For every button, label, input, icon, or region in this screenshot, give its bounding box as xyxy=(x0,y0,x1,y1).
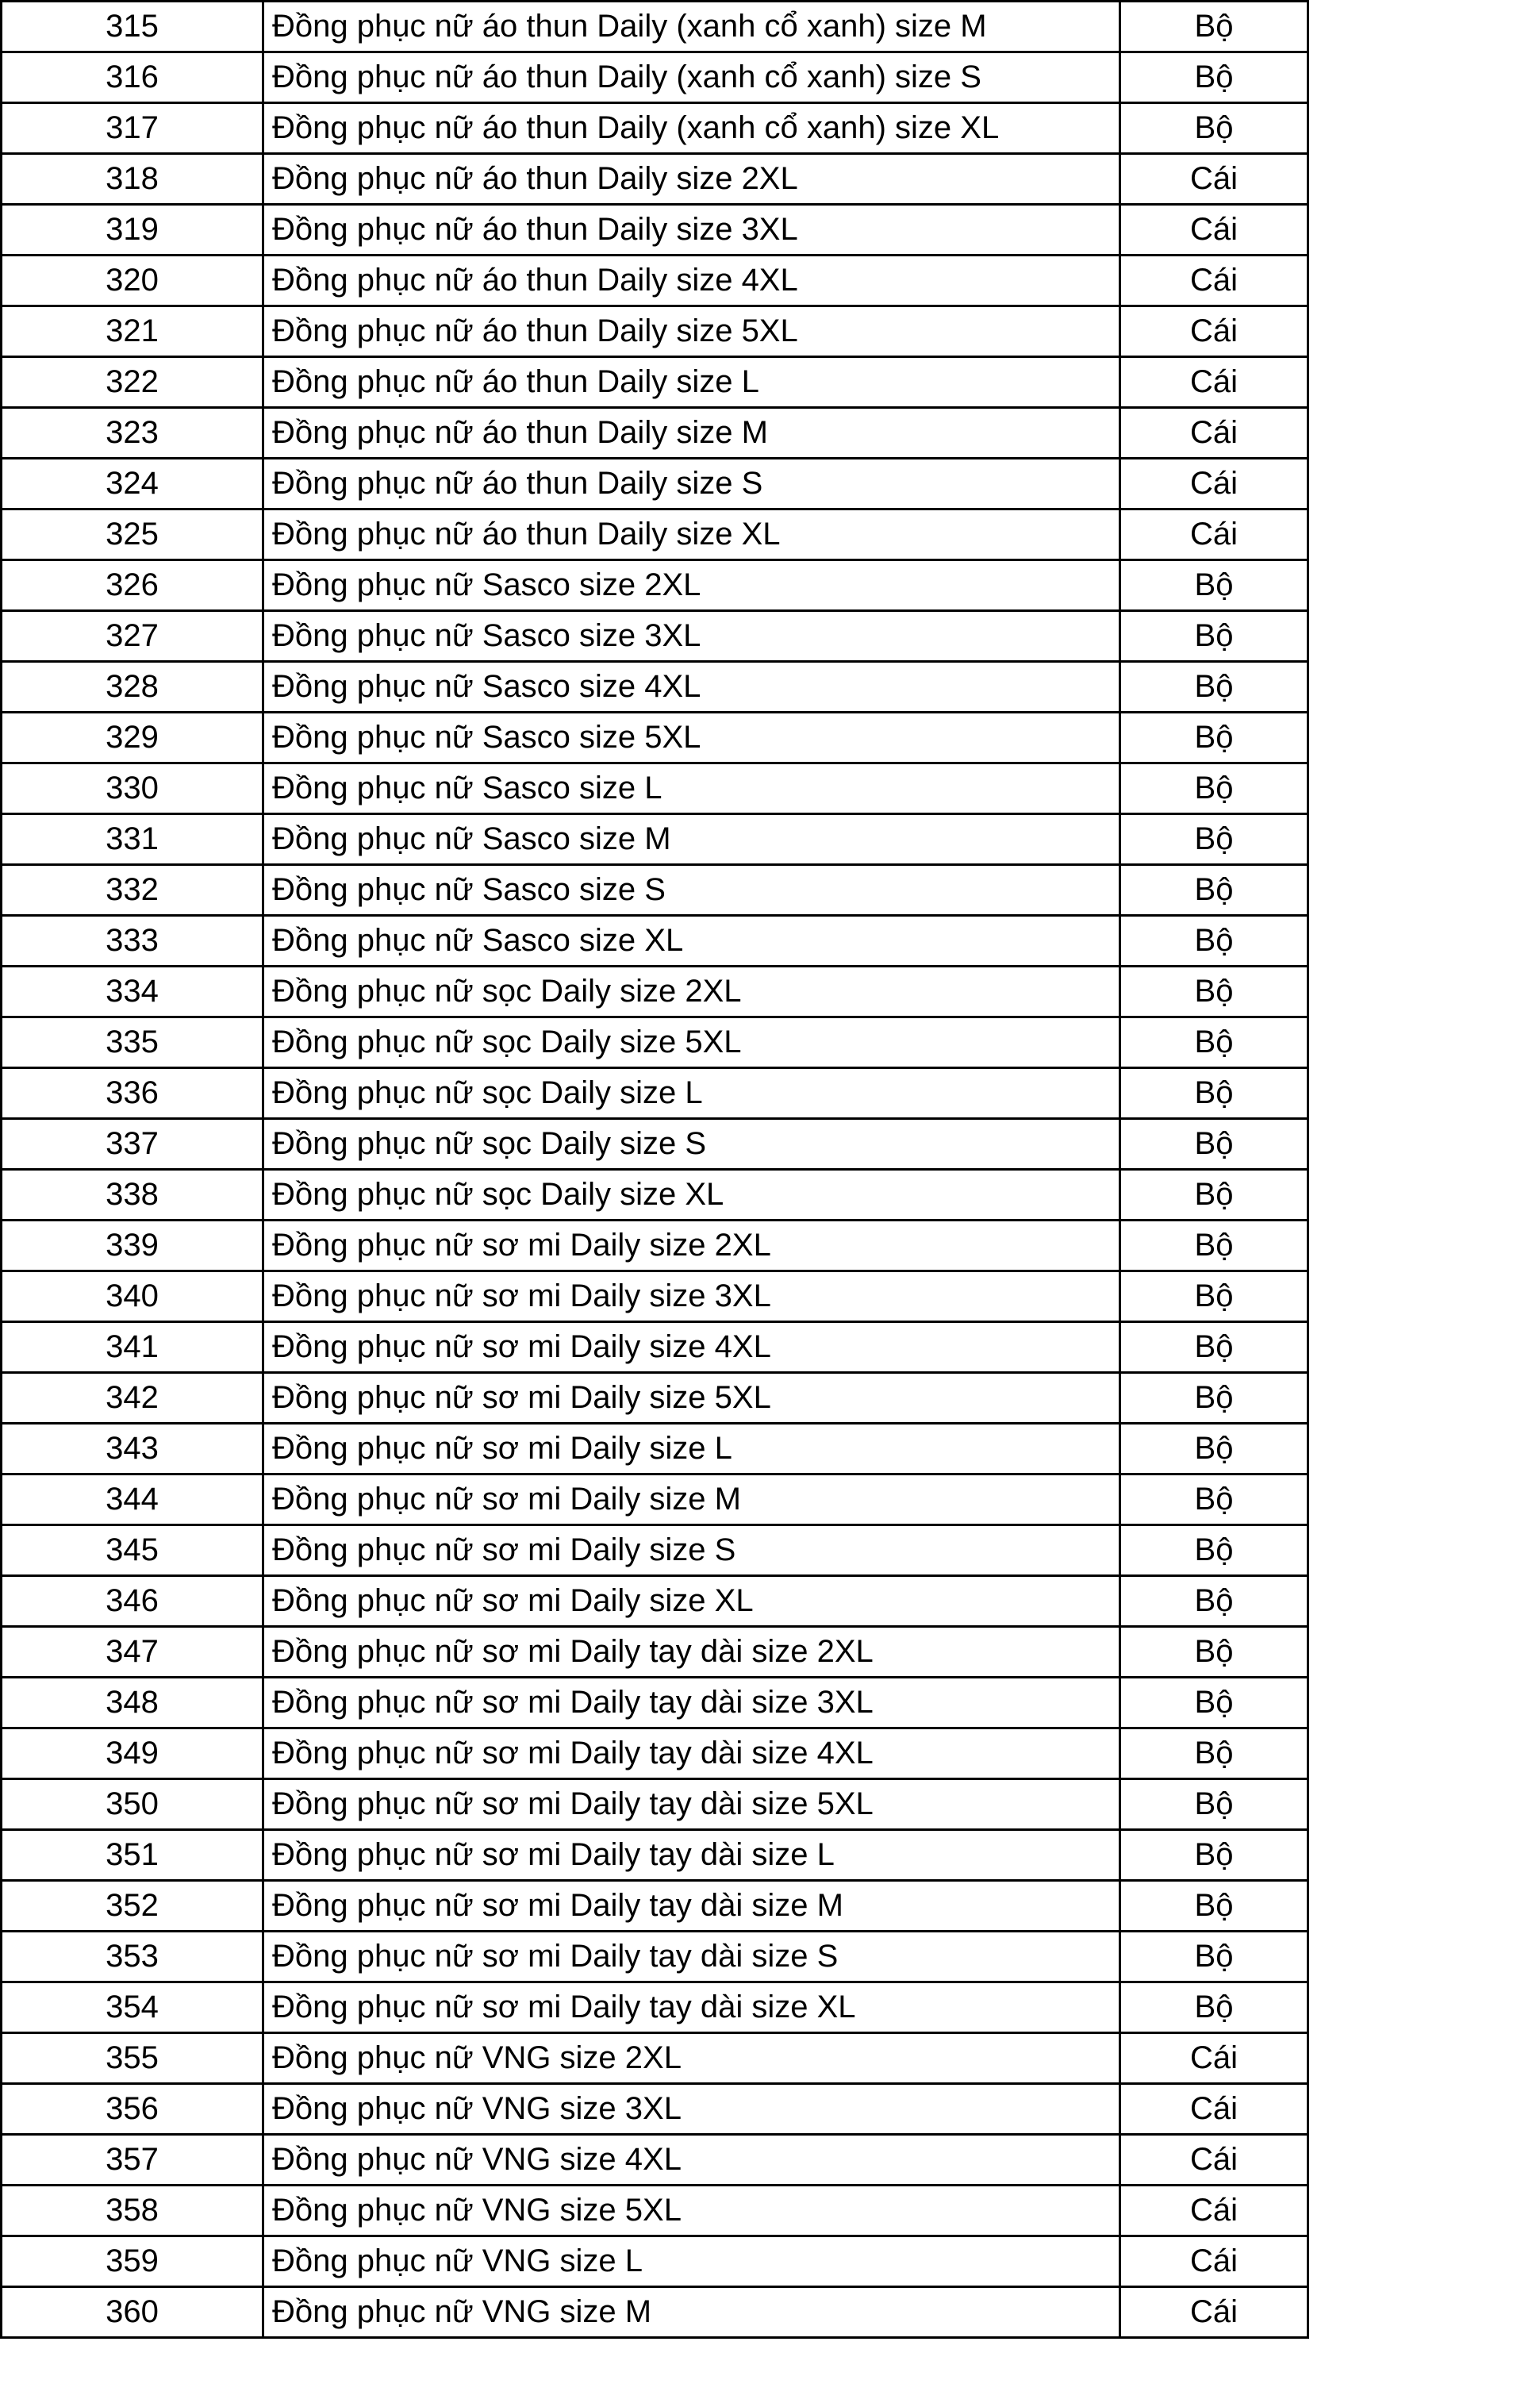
table-row xyxy=(2,2236,1308,2287)
item-name-cell: Đồng phục nữ sơ mi Daily size L xyxy=(263,1424,1120,1474)
item-name-cell: Đồng phục nữ sơ mi Daily size 5XL xyxy=(263,1373,1120,1424)
item-name-cell: Đồng phục nữ sơ mi Daily tay dài size 4XL xyxy=(263,1728,1120,1779)
row-number-cell: 323 xyxy=(2,408,263,459)
table-row xyxy=(2,1017,1308,1068)
unit-cell: Cái xyxy=(1120,509,1308,560)
table-row xyxy=(2,916,1308,967)
item-name-cell: Đồng phục nữ Sasco size 2XL xyxy=(263,560,1120,611)
unit-cell: Cái xyxy=(1120,2135,1308,2186)
row-number-cell: 352 xyxy=(2,1881,263,1932)
unit-cell: Bộ xyxy=(1120,1068,1308,1119)
item-name-cell: Đồng phục nữ sơ mi Daily size 2XL xyxy=(263,1221,1120,1271)
item-name-cell: Đồng phục nữ sơ mi Daily size 4XL xyxy=(263,1322,1120,1373)
item-name-cell: Đồng phục nữ sơ mi Daily size 3XL xyxy=(263,1271,1120,1322)
row-number-cell: 321 xyxy=(2,306,263,357)
table-row xyxy=(2,205,1308,256)
row-number-cell: 336 xyxy=(2,1068,263,1119)
item-name-cell: Đồng phục nữ VNG size M xyxy=(263,2287,1120,2338)
unit-cell: Bộ xyxy=(1120,1424,1308,1474)
row-number-cell: 338 xyxy=(2,1170,263,1221)
unit-cell: Bộ xyxy=(1120,1119,1308,1170)
table-row xyxy=(2,2287,1308,2338)
item-name-cell: Đồng phục nữ áo thun Daily size S xyxy=(263,459,1120,509)
item-name-cell: Đồng phục nữ áo thun Daily (xanh cổ xanh) size S xyxy=(263,52,1120,103)
item-name-cell: Đồng phục nữ sọc Daily size 5XL xyxy=(263,1017,1120,1068)
table-row xyxy=(2,560,1308,611)
table-row xyxy=(2,357,1308,408)
table-row xyxy=(2,1221,1308,1271)
unit-cell: Bộ xyxy=(1120,662,1308,713)
item-table-body xyxy=(2,2,1308,2338)
row-number-cell: 330 xyxy=(2,763,263,814)
table-row xyxy=(2,1576,1308,1627)
table-row xyxy=(2,1474,1308,1525)
item-name-cell: Đồng phục nữ áo thun Daily size 3XL xyxy=(263,205,1120,256)
item-name-cell: Đồng phục nữ áo thun Daily size L xyxy=(263,357,1120,408)
unit-cell: Bộ xyxy=(1120,1779,1308,1830)
row-number-cell: 349 xyxy=(2,1728,263,1779)
item-name-cell: Đồng phục nữ sọc Daily size 2XL xyxy=(263,967,1120,1017)
unit-cell: Bộ xyxy=(1120,1221,1308,1271)
row-number-cell: 340 xyxy=(2,1271,263,1322)
unit-cell: Bộ xyxy=(1120,916,1308,967)
unit-cell: Cái xyxy=(1120,2236,1308,2287)
table-row xyxy=(2,1271,1308,1322)
unit-cell: Bộ xyxy=(1120,1678,1308,1728)
item-name-cell: Đồng phục nữ áo thun Daily size 5XL xyxy=(263,306,1120,357)
item-name-cell: Đồng phục nữ Sasco size 4XL xyxy=(263,662,1120,713)
item-name-cell: Đồng phục nữ sơ mi Daily tay dài size XL xyxy=(263,1982,1120,2033)
unit-cell: Bộ xyxy=(1120,1525,1308,1576)
row-number-cell: 357 xyxy=(2,2135,263,2186)
item-name-cell: Đồng phục nữ áo thun Daily size M xyxy=(263,408,1120,459)
table-row xyxy=(2,52,1308,103)
row-number-cell: 322 xyxy=(2,357,263,408)
table-row xyxy=(2,1322,1308,1373)
table-row xyxy=(2,2135,1308,2186)
row-number-cell: 341 xyxy=(2,1322,263,1373)
unit-cell: Bộ xyxy=(1120,1881,1308,1932)
table-row xyxy=(2,1424,1308,1474)
item-name-cell: Đồng phục nữ sơ mi Daily tay dài size 3XL xyxy=(263,1678,1120,1728)
row-number-cell: 355 xyxy=(2,2033,263,2084)
item-name-cell: Đồng phục nữ sơ mi Daily tay dài size 5XL xyxy=(263,1779,1120,1830)
unit-cell: Bộ xyxy=(1120,103,1308,154)
row-number-cell: 347 xyxy=(2,1627,263,1678)
unit-cell: Bộ xyxy=(1120,1982,1308,2033)
table-row xyxy=(2,1932,1308,1982)
row-number-cell: 335 xyxy=(2,1017,263,1068)
unit-cell: Bộ xyxy=(1120,1017,1308,1068)
unit-cell: Bộ xyxy=(1120,1474,1308,1525)
row-number-cell: 348 xyxy=(2,1678,263,1728)
item-name-cell: Đồng phục nữ sơ mi Daily size XL xyxy=(263,1576,1120,1627)
unit-cell: Bộ xyxy=(1120,2,1308,52)
row-number-cell: 354 xyxy=(2,1982,263,2033)
unit-cell: Bộ xyxy=(1120,1322,1308,1373)
unit-cell: Bộ xyxy=(1120,1170,1308,1221)
item-name-cell: Đồng phục nữ Sasco size 3XL xyxy=(263,611,1120,662)
row-number-cell: 316 xyxy=(2,52,263,103)
table-row xyxy=(2,1170,1308,1221)
table-row xyxy=(2,865,1308,916)
table-row xyxy=(2,763,1308,814)
item-name-cell: Đồng phục nữ sơ mi Daily tay dài size S xyxy=(263,1932,1120,1982)
unit-cell: Bộ xyxy=(1120,52,1308,103)
table-row xyxy=(2,1881,1308,1932)
unit-cell: Cái xyxy=(1120,2186,1308,2236)
unit-cell: Cái xyxy=(1120,408,1308,459)
row-number-cell: 315 xyxy=(2,2,263,52)
row-number-cell: 350 xyxy=(2,1779,263,1830)
row-number-cell: 353 xyxy=(2,1932,263,1982)
row-number-cell: 317 xyxy=(2,103,263,154)
item-name-cell: Đồng phục nữ sơ mi Daily tay dài size L xyxy=(263,1830,1120,1881)
row-number-cell: 331 xyxy=(2,814,263,865)
table-row xyxy=(2,1119,1308,1170)
row-number-cell: 325 xyxy=(2,509,263,560)
table-row xyxy=(2,662,1308,713)
unit-cell: Bộ xyxy=(1120,814,1308,865)
item-name-cell: Đồng phục nữ VNG size 3XL xyxy=(263,2084,1120,2135)
row-number-cell: 320 xyxy=(2,256,263,306)
item-name-cell: Đồng phục nữ sơ mi Daily size M xyxy=(263,1474,1120,1525)
table-row xyxy=(2,1678,1308,1728)
row-number-cell: 328 xyxy=(2,662,263,713)
row-number-cell: 358 xyxy=(2,2186,263,2236)
table-row xyxy=(2,1982,1308,2033)
item-name-cell: Đồng phục nữ Sasco size L xyxy=(263,763,1120,814)
row-number-cell: 324 xyxy=(2,459,263,509)
unit-cell: Cái xyxy=(1120,154,1308,205)
item-name-cell: Đồng phục nữ áo thun Daily size 2XL xyxy=(263,154,1120,205)
table-row xyxy=(2,967,1308,1017)
item-name-cell: Đồng phục nữ VNG size L xyxy=(263,2236,1120,2287)
item-name-cell: Đồng phục nữ sơ mi Daily size S xyxy=(263,1525,1120,1576)
row-number-cell: 345 xyxy=(2,1525,263,1576)
item-name-cell: Đồng phục nữ sơ mi Daily tay dài size 2XL xyxy=(263,1627,1120,1678)
table-row xyxy=(2,1525,1308,1576)
unit-cell: Cái xyxy=(1120,205,1308,256)
row-number-cell: 333 xyxy=(2,916,263,967)
row-number-cell: 332 xyxy=(2,865,263,916)
table-row xyxy=(2,509,1308,560)
unit-cell: Cái xyxy=(1120,459,1308,509)
item-name-cell: Đồng phục nữ Sasco size XL xyxy=(263,916,1120,967)
table-row xyxy=(2,154,1308,205)
table-row xyxy=(2,611,1308,662)
table-row xyxy=(2,306,1308,357)
table-row xyxy=(2,2186,1308,2236)
item-name-cell: Đồng phục nữ sọc Daily size XL xyxy=(263,1170,1120,1221)
table-row xyxy=(2,256,1308,306)
unit-cell: Bộ xyxy=(1120,611,1308,662)
table-row xyxy=(2,1627,1308,1678)
table-row xyxy=(2,1830,1308,1881)
table-row xyxy=(2,408,1308,459)
item-name-cell: Đồng phục nữ VNG size 5XL xyxy=(263,2186,1120,2236)
row-number-cell: 360 xyxy=(2,2287,263,2338)
item-name-cell: Đồng phục nữ sọc Daily size S xyxy=(263,1119,1120,1170)
unit-cell: Bộ xyxy=(1120,967,1308,1017)
unit-cell: Cái xyxy=(1120,306,1308,357)
table-row xyxy=(2,1373,1308,1424)
table-row xyxy=(2,2,1308,52)
row-number-cell: 343 xyxy=(2,1424,263,1474)
table-row xyxy=(2,2033,1308,2084)
table-row xyxy=(2,713,1308,763)
table-row xyxy=(2,1779,1308,1830)
row-number-cell: 339 xyxy=(2,1221,263,1271)
unit-cell: Cái xyxy=(1120,256,1308,306)
unit-cell: Bộ xyxy=(1120,1271,1308,1322)
unit-cell: Bộ xyxy=(1120,1627,1308,1678)
unit-cell: Cái xyxy=(1120,2084,1308,2135)
table-row xyxy=(2,2084,1308,2135)
item-name-cell: Đồng phục nữ Sasco size 5XL xyxy=(263,713,1120,763)
unit-cell: Bộ xyxy=(1120,1932,1308,1982)
unit-cell: Bộ xyxy=(1120,865,1308,916)
item-name-cell: Đồng phục nữ VNG size 4XL xyxy=(263,2135,1120,2186)
table-row xyxy=(2,1068,1308,1119)
item-name-cell: Đồng phục nữ sơ mi Daily tay dài size M xyxy=(263,1881,1120,1932)
unit-cell: Cái xyxy=(1120,2033,1308,2084)
row-number-cell: 356 xyxy=(2,2084,263,2135)
unit-cell: Bộ xyxy=(1120,1576,1308,1627)
item-name-cell: Đồng phục nữ sọc Daily size L xyxy=(263,1068,1120,1119)
item-name-cell: Đồng phục nữ áo thun Daily size 4XL xyxy=(263,256,1120,306)
row-number-cell: 329 xyxy=(2,713,263,763)
table-row xyxy=(2,814,1308,865)
item-name-cell: Đồng phục nữ VNG size 2XL xyxy=(263,2033,1120,2084)
unit-cell: Cái xyxy=(1120,357,1308,408)
unit-cell: Bộ xyxy=(1120,1373,1308,1424)
table-row xyxy=(2,459,1308,509)
row-number-cell: 326 xyxy=(2,560,263,611)
row-number-cell: 342 xyxy=(2,1373,263,1424)
row-number-cell: 319 xyxy=(2,205,263,256)
item-name-cell: Đồng phục nữ áo thun Daily size XL xyxy=(263,509,1120,560)
row-number-cell: 334 xyxy=(2,967,263,1017)
item-name-cell: Đồng phục nữ áo thun Daily (xanh cổ xanh) size M xyxy=(263,2,1120,52)
row-number-cell: 337 xyxy=(2,1119,263,1170)
item-name-cell: Đồng phục nữ áo thun Daily (xanh cổ xanh) size XL xyxy=(263,103,1120,154)
row-number-cell: 344 xyxy=(2,1474,263,1525)
unit-cell: Bộ xyxy=(1120,763,1308,814)
item-name-cell: Đồng phục nữ Sasco size S xyxy=(263,865,1120,916)
row-number-cell: 359 xyxy=(2,2236,263,2287)
unit-cell: Bộ xyxy=(1120,1830,1308,1881)
row-number-cell: 346 xyxy=(2,1576,263,1627)
row-number-cell: 318 xyxy=(2,154,263,205)
item-name-cell: Đồng phục nữ Sasco size M xyxy=(263,814,1120,865)
row-number-cell: 327 xyxy=(2,611,263,662)
unit-cell: Cái xyxy=(1120,2287,1308,2338)
table-row xyxy=(2,103,1308,154)
unit-cell: Bộ xyxy=(1120,713,1308,763)
table-row xyxy=(2,1728,1308,1779)
unit-cell: Bộ xyxy=(1120,1728,1308,1779)
row-number-cell: 351 xyxy=(2,1830,263,1881)
unit-cell: Bộ xyxy=(1120,560,1308,611)
